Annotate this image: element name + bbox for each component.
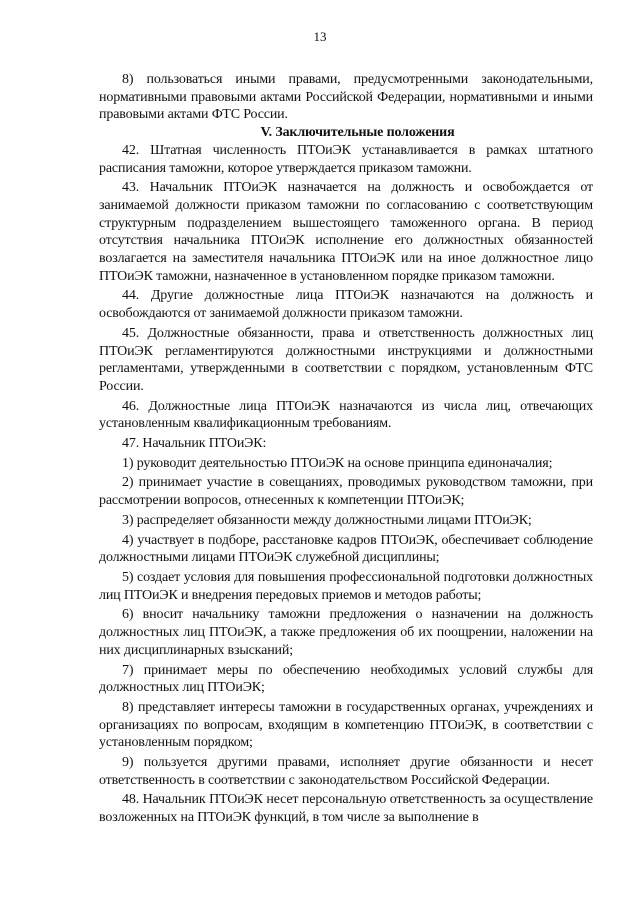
- list-item-47-2: 2) принимает участие в совещаниях, проводимых руководством таможни, при рассмотрении вопросов, отнесенных к компетенции ПТОиЭК;: [99, 475, 593, 509]
- intro-paragraph: 8) пользоваться иными правами, предусмотренными законодательными, нормативными правовыми актами Российской Федерации, нормативными и иными правовыми актами ФТС России.: [99, 72, 593, 123]
- paragraph-47: 47. Начальник ПТОиЭК:: [122, 436, 267, 452]
- paragraph-42: 42. Штатная численность ПТОиЭК устанавливается в рамках штатного расписания таможни, которое утверждается приказом таможни.: [99, 142, 593, 176]
- paragraph-44: 44. Другие должностные лица ПТОиЭК назначаются на должность и освобождаются от занимаемой должности приказом таможни.: [99, 288, 593, 322]
- list-item-47-7: 7) принимает меры по обеспечению необходимых условий службы для должностных лиц ПТОиЭК;: [99, 662, 593, 696]
- section-title: V. Заключительные положения: [260, 125, 455, 141]
- paragraph-43: 43. Начальник ПТОиЭК назначается на должность и освобождается от занимаемой должности приказом таможни по согласованию с соответствующим структурным подразделением вышестоящего таможенного органа. В период отсутствия начальника ПТОиЭК исполнение его должностных обязанностей возлагается на заместителя начальника ПТОиЭК или на иное должностное лицо ПТОиЭК таможни, назначенное в установленном порядке приказом таможни.: [99, 180, 593, 284]
- paragraph-45: 45. Должностные обязанности, права и ответственность должностных лиц ПТОиЭК регламентируются должностными инструкциями и должностными регламентами, утвержденными в соответствии с порядком, установленным ФТС России.: [99, 325, 593, 394]
- list-item-47-6: 6) вносит начальнику таможни предложения о назначении на должность должностных лиц ПТОиЭК, а также предложения об их поощрении, наложении на них дисциплинарных взысканий;: [99, 607, 593, 658]
- list-item-47-3: 3) распределяет обязанности между должностными лицами ПТОиЭК;: [122, 512, 532, 528]
- list-item-47-1: 1) руководит деятельностью ПТОиЭК на основе принципа единоначалия;: [122, 455, 553, 471]
- page-number: 13: [313, 29, 327, 44]
- paragraph-48: 48. Начальник ПТОиЭК несет персональную ответственность за осуществление возложенных на ПТОиЭК функций, в том числе за выполнение в: [99, 792, 593, 826]
- list-item-47-4: 4) участвует в подборе, расстановке кадров ПТОиЭК, обеспечивает соблюдение должностными лицами ПТОиЭК служебной дисциплины;: [99, 532, 593, 566]
- document-body: [99, 71, 593, 827]
- list-item-47-8: 8) представляет интересы таможни в государственных органах, учреждениях и организациях по вопросам, входящим в компетенцию ПТОиЭК, в соответствии с установленным порядком;: [99, 699, 593, 751]
- list-item-47-9: 9) пользуется другими правами, исполняет другие обязанности и несет ответственность в соответствии с законодательством Российской Федерации.: [99, 755, 593, 788]
- paragraph-46: 46. Должностные лица ПТОиЭК назначаются из числа лиц, отвечающих установленным квалификационным требованиям.: [99, 398, 593, 432]
- list-item-47-5: 5) создает условия для повышения профессиональной подготовки должностных лиц ПТОиЭК и внедрения передовых приемов и методов работы;: [99, 569, 593, 603]
